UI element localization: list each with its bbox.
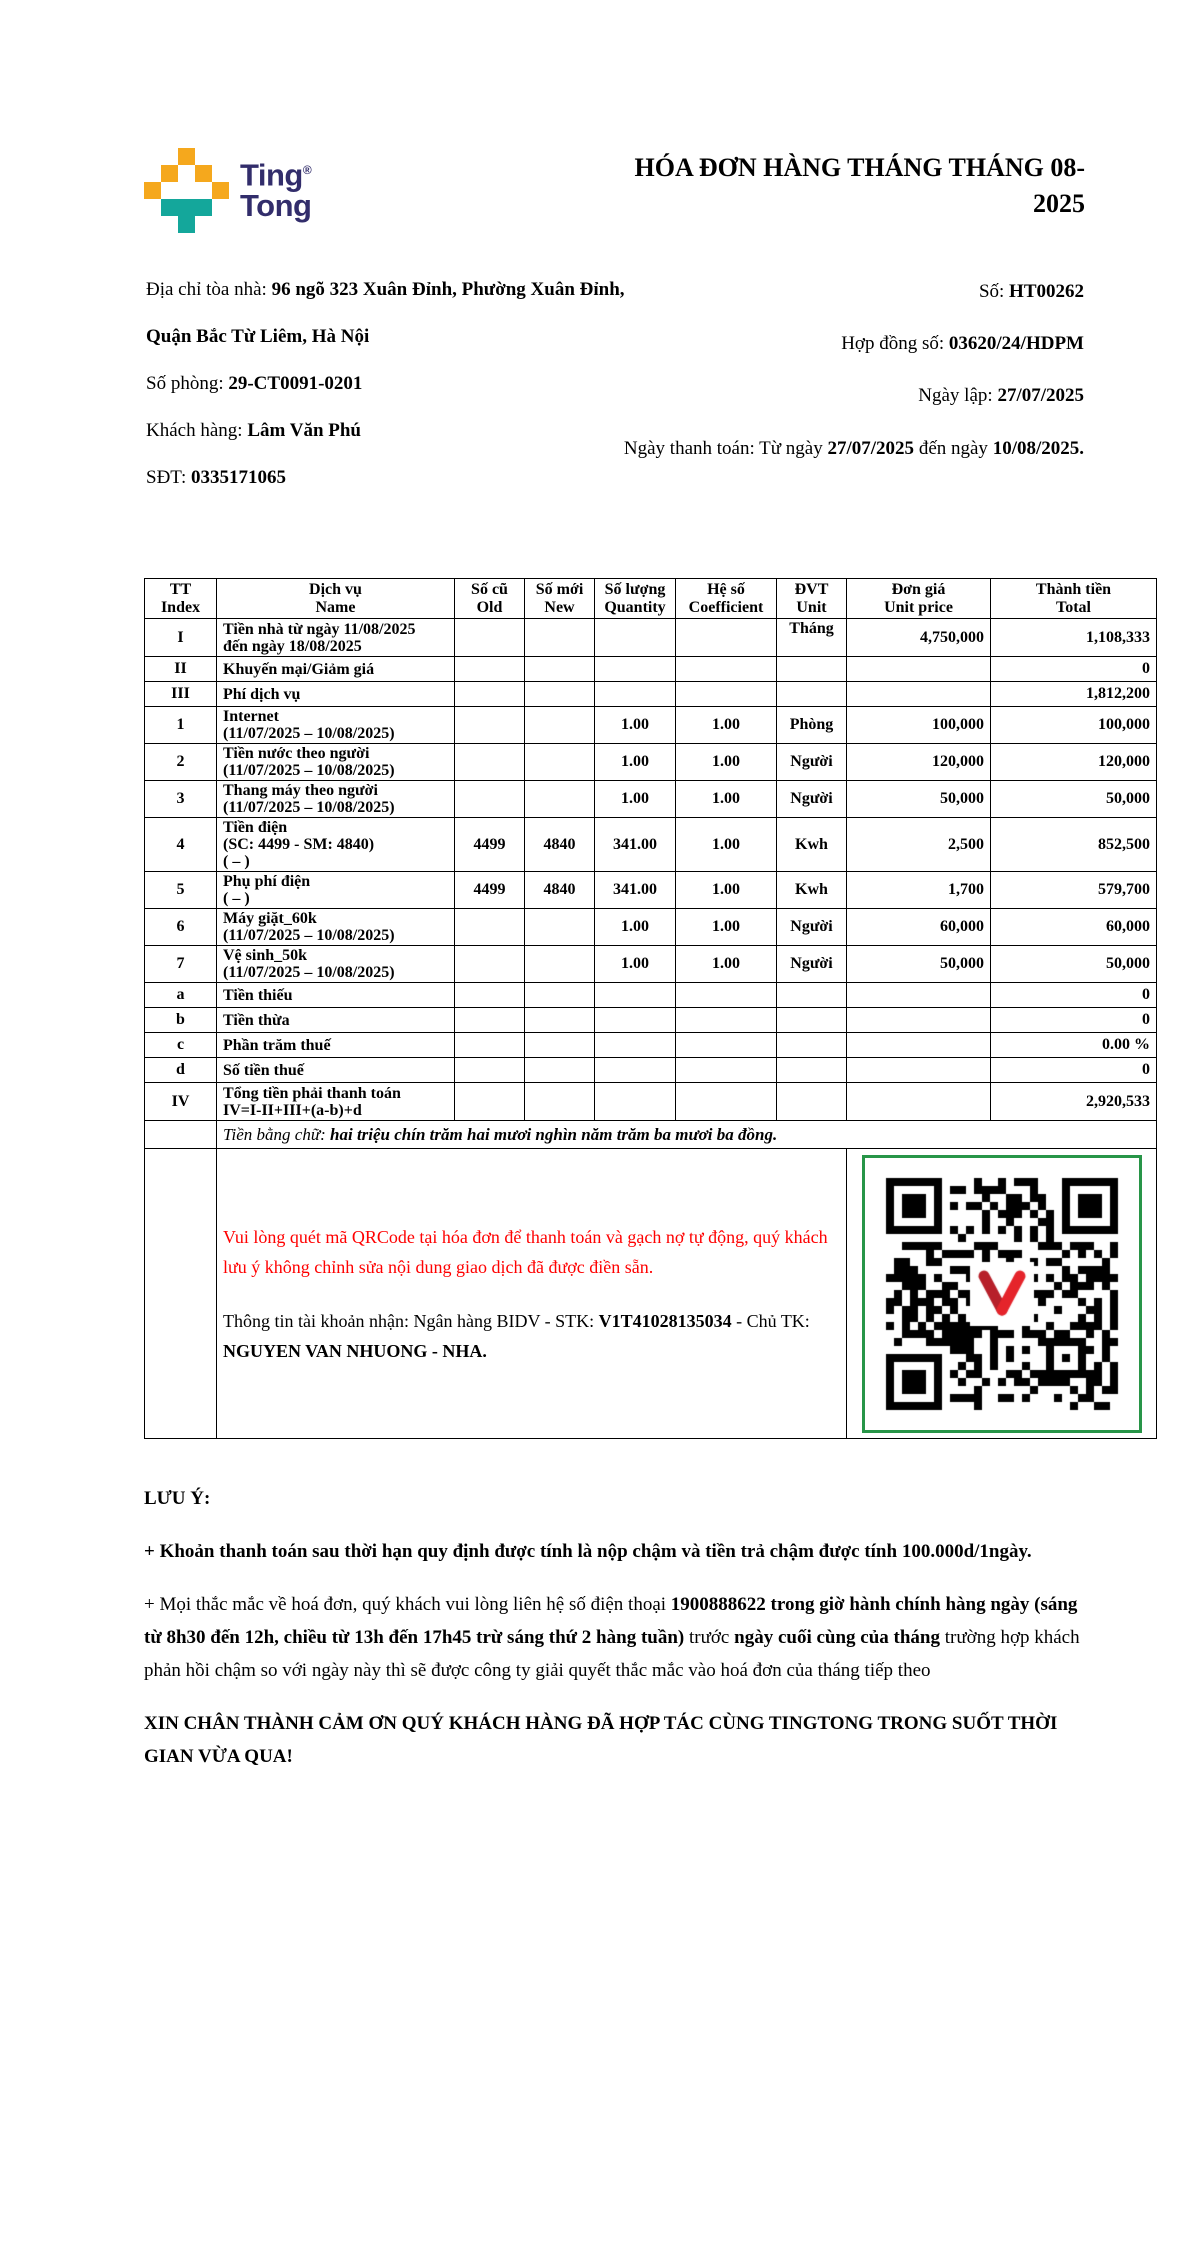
cell-index: II	[145, 657, 217, 682]
customer-name	[146, 407, 646, 454]
col-header-total: Thành tiền Total	[991, 579, 1157, 619]
cell-coefficient	[676, 1058, 777, 1083]
issue-date	[604, 370, 1084, 422]
payment-period	[604, 426, 1084, 471]
bank-account-owner: NGUYEN VAN NHUONG - NHA.	[223, 1340, 487, 1361]
cell-unit-price: 60,000	[847, 909, 991, 946]
cell-total: 120,000	[991, 744, 1157, 781]
cell-index: 6	[145, 909, 217, 946]
cell-total: 1,108,333	[991, 619, 1157, 657]
cell-coefficient: 1.00	[676, 781, 777, 818]
cell-unit-price: 50,000	[847, 946, 991, 983]
room-number	[146, 360, 646, 407]
cell-coefficient: 1.00	[676, 909, 777, 946]
cell-quantity	[595, 1033, 676, 1058]
bank-account-number: V1T41028135034	[598, 1310, 732, 1331]
cell-coefficient: 1.00	[676, 818, 777, 872]
cell-old	[455, 909, 525, 946]
col-header-coefficient: Hệ số Coefficient	[676, 579, 777, 619]
cell-new	[525, 1008, 595, 1033]
invoice-meta	[604, 266, 1084, 471]
col-header-index: TT Index	[145, 579, 217, 619]
cell-old	[455, 707, 525, 744]
building-info	[146, 266, 646, 501]
cell-new	[525, 619, 595, 657]
cell-unit	[777, 682, 847, 707]
payment-period-mid: đến ngày	[914, 438, 993, 459]
invoice-title-line1: HÓA ĐƠN HÀNG THÁNG THÁNG 08-	[634, 153, 1085, 182]
table-header-row	[145, 579, 1157, 619]
table-row-surplus	[145, 1008, 1157, 1033]
cell-new	[525, 1058, 595, 1083]
cell-old	[455, 946, 525, 983]
cell-unit: Người	[777, 744, 847, 781]
cell-coefficient: 1.00	[676, 946, 777, 983]
col-header-unit: ĐVT Unit	[777, 579, 847, 619]
cell-index: III	[145, 682, 217, 707]
cell-total: 1,812,200	[991, 682, 1157, 707]
cell-quantity: 1.00	[595, 909, 676, 946]
cell-coefficient: 1.00	[676, 744, 777, 781]
cell-total: 579,700	[991, 872, 1157, 909]
cell-unit-price	[847, 1033, 991, 1058]
issue-date-value: 27/07/2025	[997, 385, 1084, 406]
contract-number	[604, 318, 1084, 370]
notes-heading: LƯU Ý:	[144, 1488, 211, 1509]
hotline-note-run5: trường hợp khách phản hồi chậm so với ngày này thì sẽ được công ty giải quyết thắc mắc vào hoá đơn của tháng tiếp theo	[144, 1627, 1080, 1681]
cell-coefficient	[676, 657, 777, 682]
cell-name: Máy giặt_60k (11/07/2025 – 10/08/2025)	[217, 909, 455, 946]
cell-total: 0.00 %	[991, 1033, 1157, 1058]
bank-account-info	[223, 1306, 840, 1366]
cell-unit	[777, 1058, 847, 1083]
cell-unit: Người	[777, 781, 847, 818]
cell-new	[525, 946, 595, 983]
table-row-grand-total	[145, 1083, 1157, 1121]
room-label: Số phòng:	[146, 373, 229, 394]
cell-name: Phần trăm thuế	[217, 1033, 455, 1058]
cell-quantity	[595, 682, 676, 707]
cell-coefficient	[676, 619, 777, 657]
qr-code-frame	[862, 1155, 1142, 1433]
table-row-tax-percent	[145, 1033, 1157, 1058]
cell-old	[455, 682, 525, 707]
cell-unit	[777, 983, 847, 1008]
cell-name: Phí dịch vụ	[217, 682, 455, 707]
payment-period-start: 27/07/2025	[827, 438, 915, 459]
col-header-name: Dịch vụ Name	[217, 579, 455, 619]
late-payment-note: + Khoản thanh toán sau thời hạn quy định được tính là nộp chậm và tiền trả chậm được tính 100.000d/1ngày.	[144, 1541, 1032, 1562]
cell-total: 852,500	[991, 818, 1157, 872]
col-header-old: Số cũ Old	[455, 579, 525, 619]
table-row-water	[145, 744, 1157, 781]
invoice-table	[144, 578, 1157, 1439]
bank-info-label: Thông tin tài khoản nhận: Ngân hàng BIDV - STK:	[223, 1310, 599, 1331]
cell-quantity: 341.00	[595, 818, 676, 872]
cell-new	[525, 657, 595, 682]
cell-name: Tiền thừa	[217, 1008, 455, 1033]
cell-index: a	[145, 983, 217, 1008]
cell-index: b	[145, 1008, 217, 1033]
cell-unit-price: 100,000	[847, 707, 991, 744]
brand-word-bottom: Tong	[240, 187, 312, 223]
cell-name: Phụ phí điện ( – )	[217, 872, 455, 909]
invoice-number-value: HT00262	[1009, 281, 1084, 302]
cell-name: Số tiền thuế	[217, 1058, 455, 1083]
address-value: 96 ngõ 323 Xuân Đỉnh, Phường Xuân Đỉnh, Quận Bắc Từ Liêm, Hà Nội	[146, 279, 625, 347]
table-row-service-fee	[145, 682, 1157, 707]
hotline-number: 1900888622 trong giờ hành chính hàng ngày (sáng từ 8h30 đến 12h, chiều từ 13h đến 17h45 trừ sáng thứ 2 hàng tuần)	[144, 1594, 1078, 1648]
cell-unit: Kwh	[777, 818, 847, 872]
payment-qr-code-image	[880, 1172, 1124, 1416]
room-value: 29-CT0091-0201	[228, 373, 363, 394]
table-row-rent	[145, 619, 1157, 657]
payment-period-label: Ngày thanh toán: Từ ngày	[623, 438, 828, 459]
cell-total: 0	[991, 1058, 1157, 1083]
cell-new	[525, 1083, 595, 1121]
cell-new	[525, 909, 595, 946]
payment-instructions	[217, 1149, 847, 1439]
cell-unit	[777, 657, 847, 682]
cell-old	[455, 781, 525, 818]
table-row-elevator	[145, 781, 1157, 818]
cell-unit-price: 50,000	[847, 781, 991, 818]
payment-period-end: 10/08/2025.	[992, 438, 1084, 459]
cell-coefficient: 1.00	[676, 707, 777, 744]
cell-quantity: 1.00	[595, 707, 676, 744]
footer-notes	[144, 1482, 1092, 1793]
cell-unit-price	[847, 983, 991, 1008]
cell-index: IV	[145, 1083, 217, 1121]
table-row-discount	[145, 657, 1157, 682]
cell-coefficient	[676, 983, 777, 1008]
cell-index	[145, 1121, 217, 1149]
cell-old	[455, 657, 525, 682]
hotline-note	[144, 1588, 1092, 1687]
cell-old	[455, 1058, 525, 1083]
qr-code-area	[847, 1149, 1157, 1439]
cell-unit-price: 120,000	[847, 744, 991, 781]
cell-quantity	[595, 619, 676, 657]
cell-unit-price: 4,750,000	[847, 619, 991, 657]
cell-quantity: 1.00	[595, 946, 676, 983]
qr-scan-warning: Vui lòng quét mã QRCode tại hóa đơn để thanh toán và gạch nợ tự động, quý khách lưu ý không chỉnh sửa nội dung giao dịch đã được điền sẵn.	[223, 1226, 828, 1277]
thank-you-note: XIN CHÂN THÀNH CẢM ƠN QUÝ KHÁCH HÀNG ĐÃ HỢP TÁC CÙNG TINGTONG TRONG SUỐT THỜI GIAN VỪA QUA!	[144, 1713, 1058, 1767]
col-header-unit-price: Đơn giá Unit price	[847, 579, 991, 619]
cell-index	[145, 1149, 217, 1439]
cell-new: 4840	[525, 818, 595, 872]
customer-value: Lâm Văn Phú	[247, 420, 361, 441]
hotline-note-run3: trước	[684, 1627, 735, 1648]
cell-new	[525, 744, 595, 781]
cell-quantity	[595, 983, 676, 1008]
cell-unit-price	[847, 657, 991, 682]
cell-total: 2,920,533	[991, 1083, 1157, 1121]
cell-name: Khuyến mại/Giảm giá	[217, 657, 455, 682]
cell-unit: Phòng	[777, 707, 847, 744]
table-row-tax-amount	[145, 1058, 1157, 1083]
cell-old	[455, 1033, 525, 1058]
bank-owner-label: - Chủ TK:	[731, 1310, 810, 1331]
payment-row	[145, 1149, 1157, 1439]
cell-index: 5	[145, 872, 217, 909]
cell-unit-price	[847, 682, 991, 707]
amount-in-words	[217, 1121, 1157, 1149]
building-address	[146, 266, 646, 360]
cell-unit: Kwh	[777, 872, 847, 909]
cell-old	[455, 744, 525, 781]
cell-total: 0	[991, 657, 1157, 682]
brand-wordmark	[240, 155, 312, 223]
cell-quantity: 1.00	[595, 744, 676, 781]
cell-quantity	[595, 1083, 676, 1121]
table-row-cleaning	[145, 946, 1157, 983]
cell-unit-price	[847, 1008, 991, 1033]
invoice-number-label: Số:	[978, 281, 1010, 302]
cell-coefficient: 1.00	[676, 872, 777, 909]
cell-unit-price	[847, 1083, 991, 1121]
contract-label: Hợp đồng số:	[841, 333, 949, 354]
cell-quantity	[595, 1008, 676, 1033]
cell-new	[525, 682, 595, 707]
cell-old: 4499	[455, 818, 525, 872]
cell-new: 4840	[525, 872, 595, 909]
amount-in-words-row	[145, 1121, 1157, 1149]
cell-new	[525, 983, 595, 1008]
cell-unit	[777, 1008, 847, 1033]
hotline-deadline: ngày cuối cùng của tháng	[734, 1627, 940, 1648]
brand-logo	[144, 148, 311, 228]
cell-unit: Tháng	[777, 619, 847, 657]
cell-coefficient	[676, 1008, 777, 1033]
table-row-electricity-surcharge	[145, 872, 1157, 909]
issue-date-label: Ngày lập:	[918, 385, 998, 406]
cell-index: 3	[145, 781, 217, 818]
cell-new	[525, 1033, 595, 1058]
invoice-number	[604, 266, 1084, 318]
cell-name: Internet (11/07/2025 – 10/08/2025)	[217, 707, 455, 744]
col-header-new: Số mới New	[525, 579, 595, 619]
cell-coefficient	[676, 1033, 777, 1058]
cell-total: 60,000	[991, 909, 1157, 946]
cell-quantity	[595, 1058, 676, 1083]
cell-index: 2	[145, 744, 217, 781]
cell-unit-price: 1,700	[847, 872, 991, 909]
cell-quantity: 341.00	[595, 872, 676, 909]
cell-total: 100,000	[991, 707, 1157, 744]
contract-value: 03620/24/HDPM	[948, 333, 1084, 354]
cell-index: I	[145, 619, 217, 657]
cell-old	[455, 619, 525, 657]
hotline-note-run1: + Mọi thắc mắc về hoá đơn, quý khách vui lòng liên hệ số điện thoại	[144, 1594, 671, 1615]
cell-name: Tiền nhà từ ngày 11/08/2025 đến ngày 18/08/2025	[217, 619, 455, 657]
customer-phone	[146, 454, 646, 501]
invoice-title-line2: 2025	[1033, 189, 1085, 218]
cell-coefficient	[676, 1083, 777, 1121]
phone-label: SĐT:	[146, 467, 191, 488]
table-row-laundry	[145, 909, 1157, 946]
cell-coefficient	[676, 682, 777, 707]
cell-unit-price: 2,500	[847, 818, 991, 872]
cell-quantity	[595, 657, 676, 682]
cell-index: 1	[145, 707, 217, 744]
phone-value: 0335171065	[190, 467, 286, 488]
cell-total: 50,000	[991, 781, 1157, 818]
cell-unit-price	[847, 1058, 991, 1083]
cell-index: d	[145, 1058, 217, 1083]
cell-new	[525, 781, 595, 818]
cell-unit	[777, 1083, 847, 1121]
cell-unit: Người	[777, 946, 847, 983]
cell-old	[455, 1083, 525, 1121]
table-row-electricity	[145, 818, 1157, 872]
cell-total: 0	[991, 983, 1157, 1008]
cell-name: Tiền điện (SC: 4499 - SM: 4840) ( – )	[217, 818, 455, 872]
amount-in-words-value: hai triệu chín trăm hai mươi nghìn năm trăm ba mươi ba đồng.	[330, 1124, 778, 1144]
cell-unit	[777, 1033, 847, 1058]
cell-name: Thang máy theo người (11/07/2025 – 10/08/2025)	[217, 781, 455, 818]
cell-old	[455, 1008, 525, 1033]
cell-index: 4	[145, 818, 217, 872]
table-row-shortage	[145, 983, 1157, 1008]
col-header-quantity: Số lượng Quantity	[595, 579, 676, 619]
address-label: Địa chỉ tòa nhà:	[146, 279, 272, 300]
cell-index: 7	[145, 946, 217, 983]
cell-index: c	[145, 1033, 217, 1058]
invoice-title	[525, 150, 1085, 222]
cell-total: 50,000	[991, 946, 1157, 983]
cell-old	[455, 983, 525, 1008]
registered-mark: ®	[302, 163, 312, 178]
cell-unit: Người	[777, 909, 847, 946]
tingtong-pixel-icon	[144, 148, 224, 228]
cell-total: 0	[991, 1008, 1157, 1033]
cell-name: Vệ sinh_50k (11/07/2025 – 10/08/2025)	[217, 946, 455, 983]
brand-word-top: Ting	[240, 157, 303, 193]
table-row-internet	[145, 707, 1157, 744]
cell-new	[525, 707, 595, 744]
cell-old: 4499	[455, 872, 525, 909]
cell-name: Tiền nước theo người (11/07/2025 – 10/08/2025)	[217, 744, 455, 781]
cell-name: Tổng tiền phải thanh toán IV=I-II+III+(a-b)+d	[217, 1083, 455, 1121]
customer-label: Khách hàng:	[146, 420, 248, 441]
cell-quantity: 1.00	[595, 781, 676, 818]
amount-in-words-label: Tiền bằng chữ:	[223, 1124, 331, 1144]
cell-name: Tiền thiếu	[217, 983, 455, 1008]
